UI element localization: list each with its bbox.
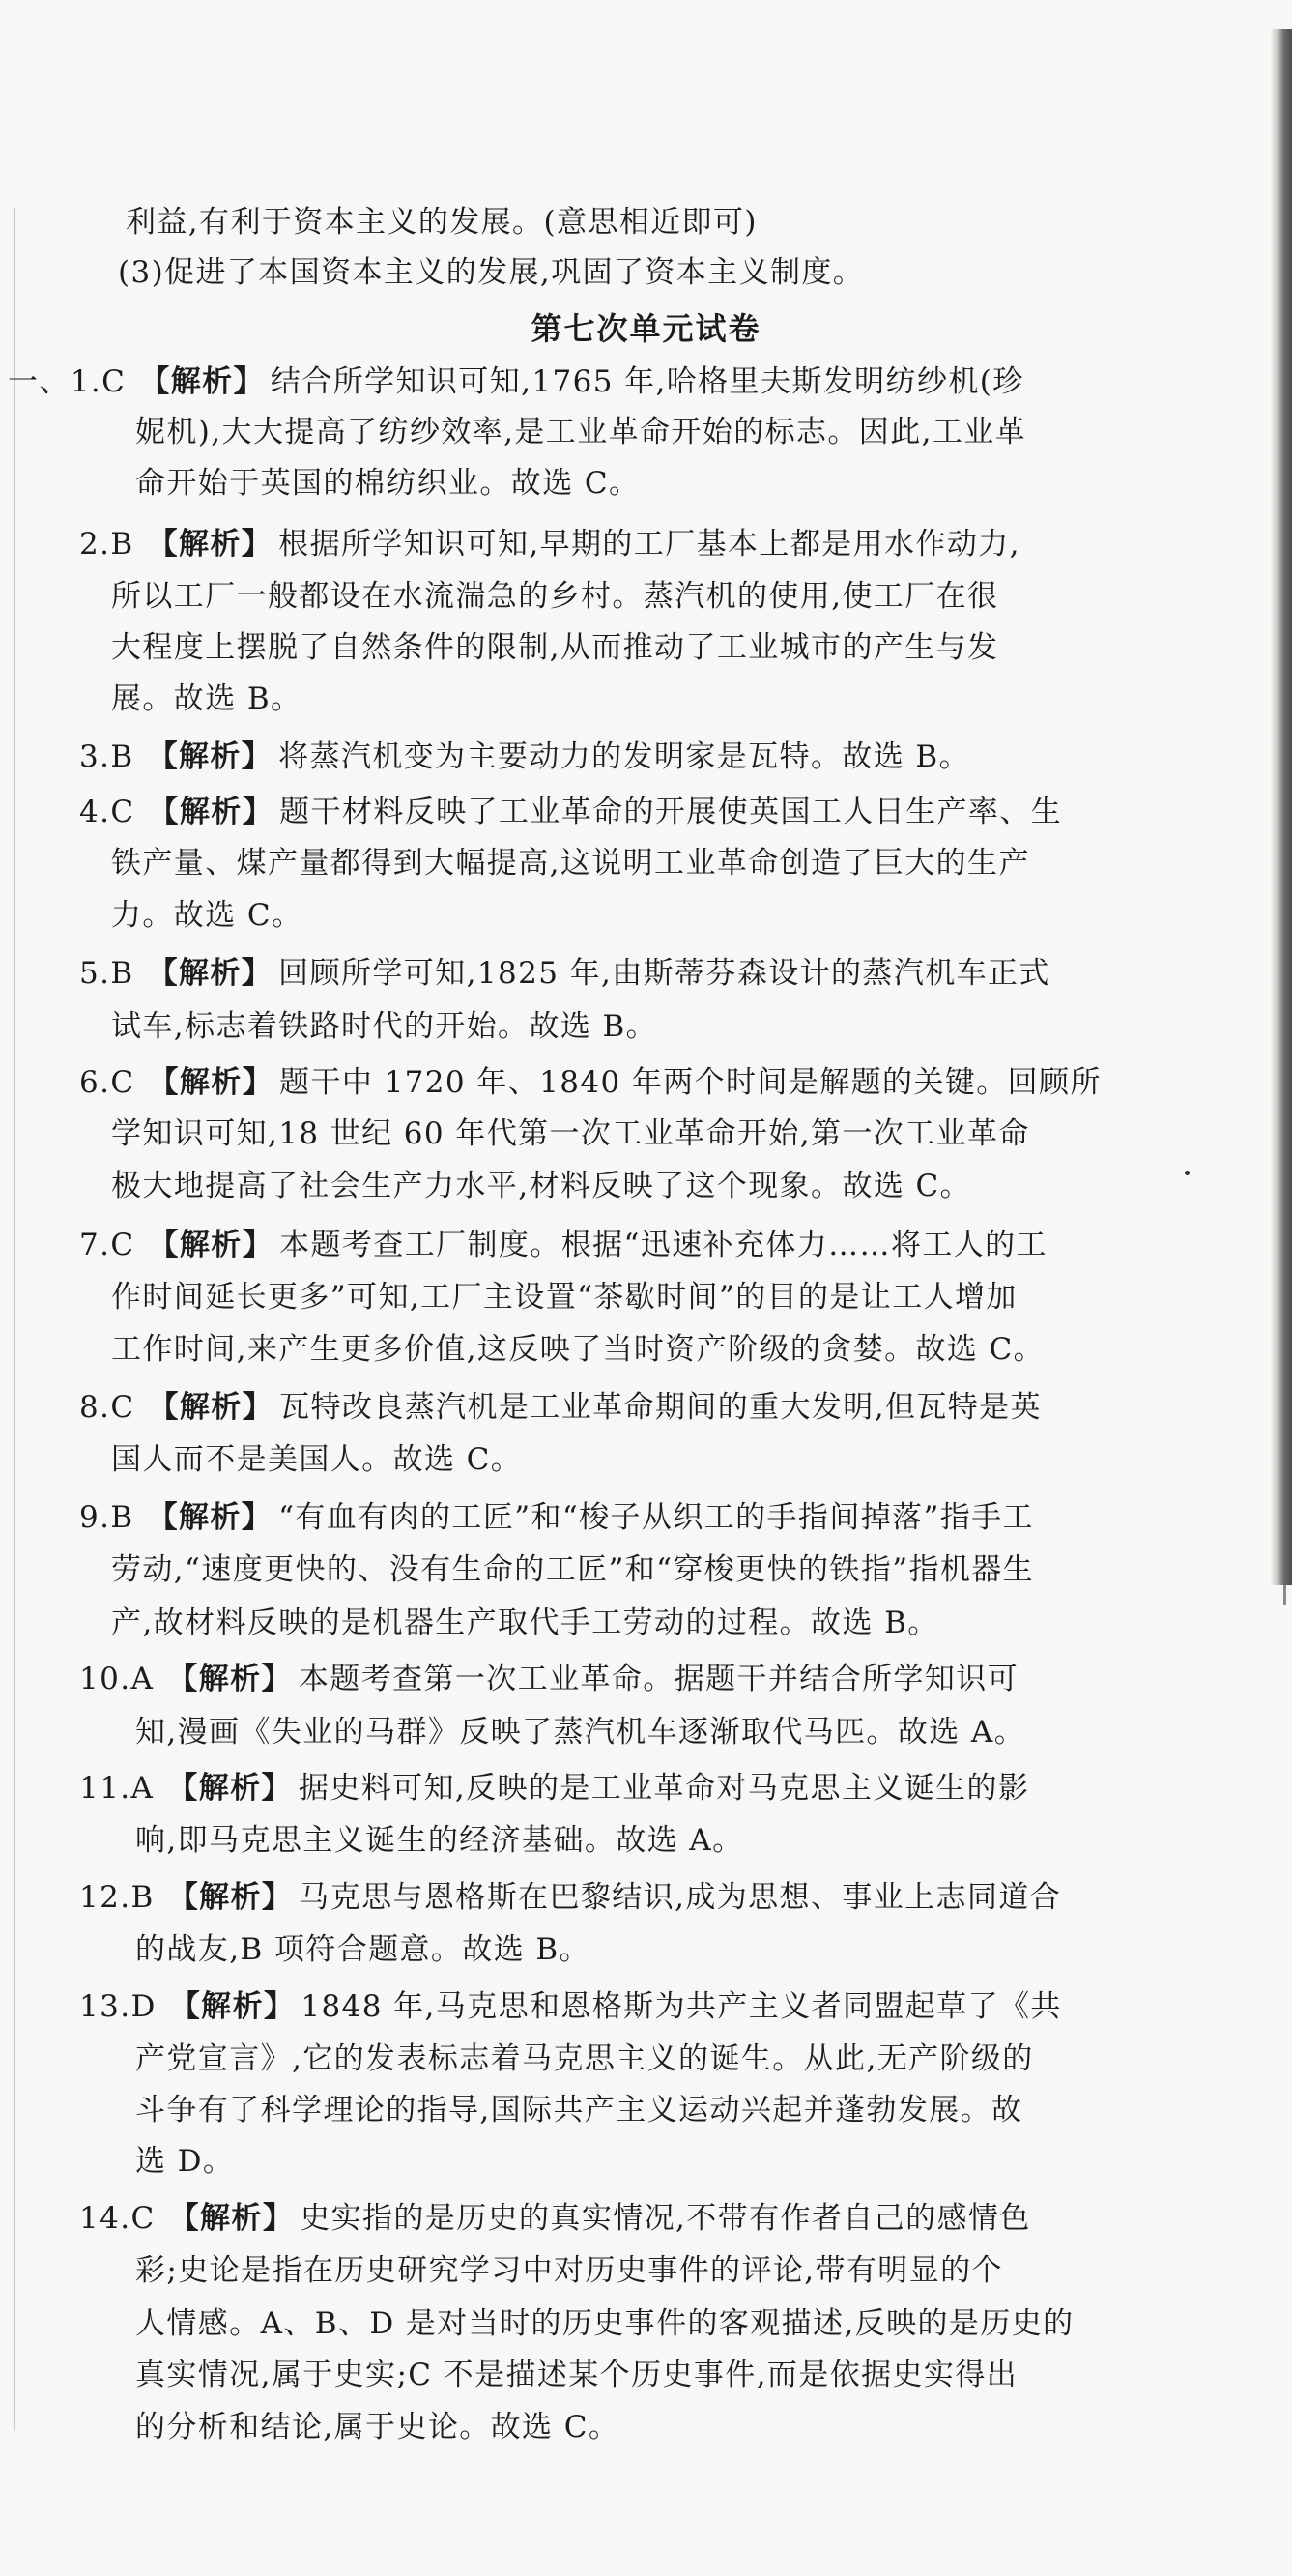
answer-item-3: [79, 738, 970, 776]
answer-number: 10.A: [79, 1662, 155, 1696]
right-page-shadow-tail: [1283, 1585, 1286, 1605]
answer-item-5: [79, 954, 1050, 993]
answer-text-line: 展。故选 B。: [111, 681, 302, 716]
answer-text-line: 产党宣言》,它的发表标志着马克思主义的诞生。从此,无产阶级的: [135, 2041, 1034, 2076]
answer-item-9: [79, 1498, 1034, 1537]
answer-text-line: 铁产量、煤产量都得到大幅提高,这说明工业革命创造了巨大的生产: [111, 846, 1030, 881]
answer-text-line: 响,即马克思主义诞生的经济基础。故选 A。: [135, 1823, 744, 1858]
answer-text-line: 人情感。A、B、D 是对当时的历史事件的客观描述,反映的是历史的: [135, 2306, 1075, 2341]
answer-text-line: 选 D。: [135, 2144, 235, 2179]
answer-text-line: 瓦特改良蒸汽机是工业革命期间的重大发明,但瓦特是英: [279, 1390, 1042, 1425]
analysis-tag: 【解析】: [148, 795, 274, 829]
intro-line-1: 利益,有利于资本主义的发展。(意思相近即可): [126, 205, 758, 240]
answer-number: 13.D: [79, 1989, 157, 2024]
answer-text-line: 史实指的是历史的真实情况,不带有作者自己的感情色: [300, 2201, 1031, 2236]
answer-text-line: 斗争有了科学理论的指导,国际共产主义运动兴起并蓬勃发展。故: [135, 2093, 1023, 2127]
analysis-tag: 【解析】: [148, 1390, 274, 1425]
answer-item-11: [79, 1769, 1029, 1808]
analysis-tag: 【解析】: [167, 1771, 293, 1806]
analysis-tag: 【解析】: [167, 1662, 293, 1696]
answer-text-line: 将蒸汽机变为主要动力的发明家是瓦特。故选 B。: [278, 739, 971, 774]
analysis-tag: 【解析】: [147, 956, 273, 991]
answer-number: 8.C: [79, 1390, 135, 1425]
answer-text-line: 力。故选 C。: [111, 898, 303, 933]
answer-number: 9.B: [79, 1500, 134, 1535]
analysis-tag: 【解析】: [139, 364, 265, 399]
answer-text-line: 1848 年,马克思和恩格斯为共产主义者同盟起草了《共: [301, 1989, 1062, 2024]
section-title: 第七次单元试卷: [531, 310, 761, 347]
answer-text-line: 知,漫画《失业的马群》反映了蒸汽机车逐渐取代马匹。故选 A。: [135, 1715, 1026, 1750]
answer-number: 一、1.C: [8, 364, 127, 399]
answer-item-14: [79, 2199, 1031, 2238]
answer-text-line: 回顾所学可知,1825 年,由斯蒂芬森设计的蒸汽机车正式: [278, 956, 1050, 991]
answer-text-line: 题干中 1720 年、1840 年两个时间是解题的关键。回顾所: [279, 1065, 1102, 1100]
answer-text-line: 彩;史论是指在历史研究学习中对历史事件的评论,带有明显的个: [135, 2253, 1003, 2288]
answer-number: 7.C: [79, 1228, 135, 1262]
left-binding-edge: [14, 208, 15, 2431]
answer-text-line: 劳动,“速度更快的、没有生命的工匠”和“穿梭更快的铁指”指机器生: [111, 1552, 1035, 1587]
answer-number: 4.C: [79, 795, 135, 829]
intro-line-2: (3)促进了本国资本主义的发展,巩固了资本主义制度。: [118, 255, 865, 290]
answer-item-13: [79, 1987, 1062, 2026]
answer-text-line: 产,故材料反映的是机器生产取代手工劳动的过程。故选 B。: [111, 1606, 939, 1640]
answer-text-line: 国人而不是美国人。故选 C。: [111, 1442, 523, 1477]
answer-text-line: 工作时间,来产生更多价值,这反映了当时资产阶级的贪婪。故选 C。: [111, 1332, 1046, 1367]
answer-text-line: 大程度上摆脱了自然条件的限制,从而推动了工业城市的产生与发: [111, 630, 999, 665]
answer-text-line: 结合所学知识可知,1765 年,哈格里夫斯发明纺纱机(珍: [270, 364, 1024, 399]
answer-text-line: 本题考查第一次工业革命。据题干并结合所学知识可: [298, 1662, 1019, 1696]
analysis-tag: 【解析】: [147, 739, 273, 774]
answer-text-line: 学知识可知,18 世纪 60 年代第一次工业革命开始,第一次工业革命: [111, 1116, 1030, 1151]
analysis-tag: 【解析】: [167, 1880, 294, 1915]
answer-number: 5.B: [79, 956, 134, 991]
analysis-tag: 【解析】: [148, 1228, 274, 1262]
right-page-shadow: [1271, 29, 1292, 1585]
analysis-tag: 【解析】: [168, 2201, 295, 2236]
answer-item-12: [79, 1878, 1061, 1917]
answer-number: 14.C: [79, 2201, 156, 2236]
answer-number: 12.B: [79, 1880, 155, 1915]
analysis-tag: 【解析】: [148, 1065, 274, 1100]
answer-number: 3.B: [79, 739, 134, 774]
analysis-tag: 【解析】: [169, 1989, 296, 2024]
analysis-tag: 【解析】: [147, 1500, 273, 1535]
answer-text-line: 真实情况,属于史实;C 不是描述某个历史事件,而是依据史实得出: [135, 2358, 1019, 2392]
answer-number: 11.A: [79, 1771, 155, 1806]
answer-item-2: [79, 525, 1020, 564]
answer-item-7: [79, 1226, 1048, 1264]
answer-text-line: 题干材料反映了工业革命的开展使英国工人日生产率、生: [279, 795, 1063, 829]
answer-number: 2.B: [79, 527, 134, 562]
speck-mark: [1185, 1171, 1190, 1175]
answer-text-line: 命开始于英国的棉纺织业。故选 C。: [135, 466, 641, 501]
answer-text-line: 的分析和结论,属于史论。故选 C。: [135, 2410, 620, 2445]
answer-text-line: 试车,标志着铁路时代的开始。故选 B。: [111, 1009, 658, 1044]
answer-item-10: [79, 1660, 1019, 1698]
answer-text-line: 作时间延长更多”可知,工厂主设置“茶歇时间”的目的是让工人增加: [111, 1280, 1018, 1315]
answer-text-line: “有血有肉的工匠”和“梭子从织工的手指间掉落”指手工: [278, 1500, 1034, 1535]
answer-item-8: [79, 1388, 1042, 1427]
answer-text-line: 妮机),大大提高了纺纱效率,是工业革命开始的标志。因此,工业革: [135, 415, 1027, 449]
answer-text-line: 所以工厂一般都设在水流湍急的乡村。蒸汽机的使用,使工厂在很: [111, 579, 999, 614]
answer-item-1: [8, 362, 1024, 401]
answer-text-line: 马克思与恩格斯在巴黎结识,成为思想、事业上志同道合: [299, 1880, 1062, 1915]
answer-item-6: [79, 1063, 1102, 1102]
answer-number: 6.C: [79, 1065, 135, 1100]
answer-text-line: 极大地提高了社会生产力水平,材料反映了这个现象。故选 C。: [111, 1169, 972, 1203]
answer-item-4: [79, 793, 1062, 831]
answer-text-line: 本题考查工厂制度。根据“迅速补充体力……将工人的工: [279, 1228, 1048, 1262]
analysis-tag: 【解析】: [147, 527, 273, 562]
answer-text-line: 根据所学知识可知,早期的工厂基本上都是用水作动力,: [278, 527, 1020, 562]
answer-text-line: 的战友,B 项符合题意。故选 B。: [135, 1932, 590, 1967]
answer-text-line: 据史料可知,反映的是工业革命对马克思主义诞生的影: [298, 1771, 1030, 1806]
